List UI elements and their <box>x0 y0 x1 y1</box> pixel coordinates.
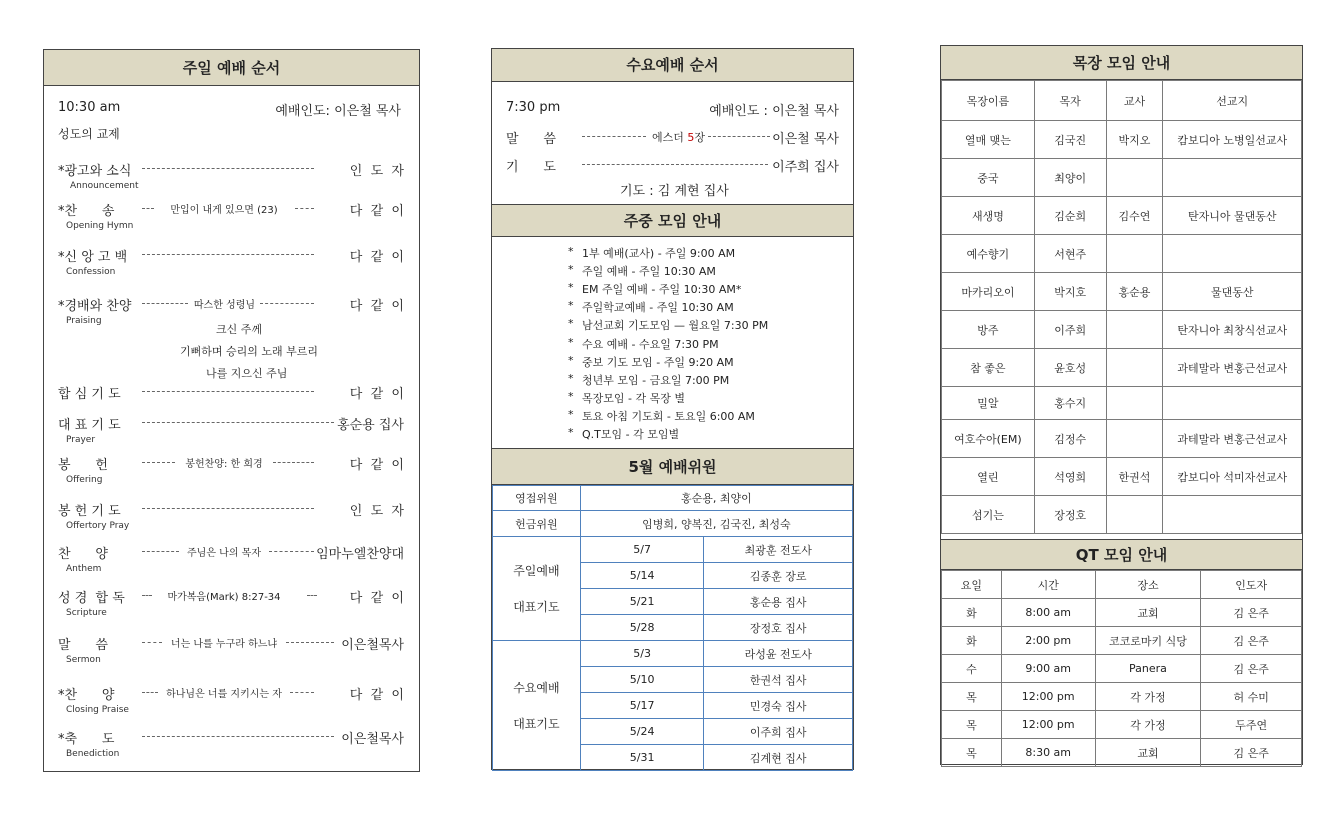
table-cell <box>1106 349 1163 387</box>
table-cell <box>1163 159 1302 197</box>
cell-group-panel <box>940 45 1303 765</box>
table-header-row <box>942 81 1302 121</box>
order-item-right: 인 도 자 <box>349 504 404 519</box>
welcome-names: 홍순용, 최양이 <box>580 486 852 511</box>
wednesday-time: 7:30 pm <box>506 100 561 115</box>
prayer-name: 최광훈 전도사 <box>704 537 853 563</box>
table-cell: 참 좋은 <box>942 349 1035 387</box>
table-cell: 과테말라 변홍근선교사 <box>1163 420 1302 458</box>
prayer-date: 5/24 <box>580 719 704 745</box>
prayer-name: 이주희 집사 <box>704 719 853 745</box>
prayer-date: 5/21 <box>580 589 704 615</box>
table-cell <box>1163 235 1302 273</box>
table-row <box>493 486 853 511</box>
table-cell: 열린 <box>942 458 1035 496</box>
sunday-label-line2: 대표기도 <box>513 599 560 614</box>
offering-label: 헌금위원 <box>493 511 581 537</box>
cell-column-header: 목장이름 <box>942 81 1035 121</box>
table-row <box>942 496 1302 534</box>
table-cell: 김순희 <box>1034 197 1106 235</box>
order-item-label: *광고와 소식 <box>58 164 132 179</box>
order-item-right: 다 같 이 <box>349 204 404 219</box>
table-cell: 박지호 <box>1034 273 1106 311</box>
table-cell: 물댄동산 <box>1163 273 1302 311</box>
table-cell: 두주연 <box>1201 711 1302 739</box>
table-cell: 섬기는 <box>942 496 1035 534</box>
wednesday-prayer-line: 기도 : 김 계현 집사 <box>620 184 729 199</box>
order-item-right: 다 같 이 <box>349 299 404 314</box>
bullet-icon: * <box>568 317 574 331</box>
table-cell: 캄보디아 노병일선교사 <box>1163 121 1302 159</box>
order-item-label: *신 앙 고 백 <box>58 250 128 265</box>
order-item-english: Closing Praise <box>66 705 129 715</box>
table-cell: 김정수 <box>1034 420 1106 458</box>
order-item-right: 다 같 이 <box>349 688 404 703</box>
table-cell: 장정호 <box>1034 496 1106 534</box>
weekly-meeting-item: 중보 기도 모임 - 주일 9:20 AM <box>582 355 734 369</box>
weekly-meetings-title: 주중 모임 안내 <box>492 204 853 237</box>
order-item-right: 이은철목사 <box>341 638 404 653</box>
wednesday-leader: 예배인도 : 이은철 목사 <box>709 104 839 119</box>
prayer-name: 한권석 집사 <box>704 667 853 693</box>
table-cell: 12:00 pm <box>1001 711 1095 739</box>
order-item-right: 다 같 이 <box>349 591 404 606</box>
table-row <box>942 197 1302 235</box>
order-item-label: *찬 양 <box>58 688 115 703</box>
prayer-name: 민경숙 집사 <box>704 693 853 719</box>
wed-group-label <box>493 641 581 771</box>
order-item-label: 말 씀 <box>58 638 108 653</box>
table-cell: 김수연 <box>1106 197 1163 235</box>
table-row <box>942 711 1302 739</box>
table-row <box>942 683 1302 711</box>
table-row <box>942 458 1302 496</box>
order-item-right: 이은철목사 <box>341 732 404 747</box>
table-row <box>942 159 1302 197</box>
qt-column-header: 장소 <box>1095 571 1201 599</box>
cell-column-header: 목자 <box>1034 81 1106 121</box>
table-row <box>942 235 1302 273</box>
table-cell: 허 수미 <box>1201 683 1302 711</box>
table-cell: 탄자니아 최창식선교사 <box>1163 311 1302 349</box>
sunday-group-label <box>493 537 581 641</box>
table-cell <box>1106 311 1163 349</box>
order-item-detail: 마가복음(Mark) 8:27-34 <box>167 592 281 603</box>
order-item-label: 합 심 기 도 <box>58 387 121 402</box>
table-cell: 각 가정 <box>1095 711 1201 739</box>
order-item-label: 대 표 기 도 <box>58 418 121 433</box>
order-item-english: Offering <box>66 475 103 485</box>
table-cell: 이주희 <box>1034 311 1106 349</box>
table-cell: 캄보디아 석미자선교사 <box>1163 458 1302 496</box>
table-row <box>942 739 1302 767</box>
table-cell <box>1163 387 1302 420</box>
table-cell: 김국진 <box>1034 121 1106 159</box>
table-cell: 9:00 am <box>1001 655 1095 683</box>
wednesday-service-title: 수요예배 순서 <box>492 49 853 82</box>
bullet-icon: * <box>568 407 574 421</box>
qt-table <box>941 570 1302 767</box>
table-cell: 밀알 <box>942 387 1035 420</box>
cell-group-title: 목장 모임 안내 <box>941 46 1302 80</box>
order-item-detail: 봉헌찬양: 한 희경 <box>185 459 263 470</box>
wednesday-prayer-label: 기 도 <box>506 160 556 175</box>
table-cell: 수 <box>942 655 1002 683</box>
wed-label-line1: 수요예배 <box>513 680 560 695</box>
weekly-meeting-item: EM 주일 예배 - 주일 10:30 AM* <box>582 283 742 297</box>
table-cell: 목 <box>942 711 1002 739</box>
bullet-icon: * <box>568 281 574 295</box>
qt-title: QT 모임 안내 <box>941 539 1302 570</box>
table-cell: 과테말라 변홍근선교사 <box>1163 349 1302 387</box>
prayer-date: 5/31 <box>580 745 704 771</box>
cell-column-header: 교사 <box>1106 81 1163 121</box>
table-cell <box>1106 420 1163 458</box>
order-item-english: Scripture <box>66 608 107 618</box>
table-cell: 방주 <box>942 311 1035 349</box>
table-row <box>942 627 1302 655</box>
order-item-right: 임마누엘찬양대 <box>316 547 404 562</box>
table-header-row <box>942 571 1302 599</box>
table-cell: 예수향기 <box>942 235 1035 273</box>
table-row <box>942 121 1302 159</box>
may-committee-title: 5월 예배위원 <box>492 448 853 485</box>
table-cell: 목 <box>942 683 1002 711</box>
bullet-icon: * <box>568 426 574 439</box>
table-cell: 김 은주 <box>1201 627 1302 655</box>
welcome-label: 영접위원 <box>493 486 581 511</box>
qt-column-header: 요일 <box>942 571 1002 599</box>
prayer-date: 5/17 <box>580 693 704 719</box>
prayer-name: 김계현 집사 <box>704 745 853 771</box>
table-cell: 김 은주 <box>1201 599 1302 627</box>
weekly-meeting-item: 수요 예배 - 수요일 7:30 PM <box>582 337 719 351</box>
table-cell: 코코로마키 식당 <box>1095 627 1201 655</box>
table-cell: 각 가정 <box>1095 683 1201 711</box>
weekly-meeting-item: 남선교회 기도모임 — 월요일 7:30 PM <box>582 319 769 333</box>
order-item-english: Praising <box>66 316 102 326</box>
order-item-detail: 주님은 나의 목자 <box>187 548 261 559</box>
table-row <box>493 537 853 563</box>
may-committee-table <box>492 485 853 771</box>
table-cell: 2:00 pm <box>1001 627 1095 655</box>
table-row <box>493 641 853 667</box>
table-cell: 중국 <box>942 159 1035 197</box>
cell-group-table <box>941 80 1302 534</box>
prayer-name: 라성윤 전도사 <box>704 641 853 667</box>
weekly-meeting-item: 주일 예배 - 주일 10:30 AM <box>582 265 716 279</box>
order-item-english: Offertory Pray <box>66 521 130 531</box>
sunday-leader: 예배인도: 이은철 목사 <box>275 104 401 119</box>
qt-column-header: 시간 <box>1001 571 1095 599</box>
table-cell <box>1106 496 1163 534</box>
order-item-right: 인 도 자 <box>349 164 404 179</box>
table-cell: 석영희 <box>1034 458 1106 496</box>
table-row <box>942 387 1302 420</box>
bullet-icon: * <box>568 335 574 349</box>
table-cell: 홍수지 <box>1034 387 1106 420</box>
table-row <box>493 511 853 537</box>
table-cell <box>1163 496 1302 534</box>
order-item-right: 다 같 이 <box>349 458 404 473</box>
bullet-icon: * <box>568 245 574 258</box>
order-item-label: 성 경 합 독 <box>58 591 125 606</box>
prayer-name: 장정호 집사 <box>704 615 853 641</box>
table-cell: 최양이 <box>1034 159 1106 197</box>
table-row <box>942 311 1302 349</box>
sunday-time: 10:30 am <box>58 100 121 115</box>
wednesday-sermon-scripture: 에스더 5장 <box>652 131 706 144</box>
wednesday-sermon-right: 이은철 목사 <box>772 132 839 147</box>
wednesday-prayer-right: 이주희 집사 <box>772 160 839 175</box>
table-cell: 화 <box>942 627 1002 655</box>
order-item-label: *찬 송 <box>58 204 115 219</box>
wednesday-sermon-label: 말 씀 <box>506 132 556 147</box>
order-item-english: Announcement <box>70 181 139 191</box>
table-cell: 박지오 <box>1106 121 1163 159</box>
praise-song-3: 나를 지으신 주님 <box>206 367 288 380</box>
bullet-icon: * <box>568 371 574 385</box>
prayer-date: 5/10 <box>580 667 704 693</box>
prayer-date: 5/7 <box>580 537 704 563</box>
table-cell: 김 은주 <box>1201 739 1302 767</box>
table-cell: 서현주 <box>1034 235 1106 273</box>
order-item-right: 다 같 이 <box>349 387 404 402</box>
table-cell <box>1106 235 1163 273</box>
weekly-meeting-item: 주일학교예배 - 주일 10:30 AM <box>582 301 734 315</box>
prayer-date: 5/3 <box>580 641 704 667</box>
cell-column-header: 선교지 <box>1163 81 1302 121</box>
table-cell: 교회 <box>1095 599 1201 627</box>
sunday-fellowship: 성도의 교제 <box>58 127 120 141</box>
table-cell: 탄자니아 물댄동산 <box>1163 197 1302 235</box>
sunday-service-panel <box>43 49 420 772</box>
table-row <box>942 420 1302 458</box>
order-item-english: Confession <box>66 267 116 277</box>
weekly-meeting-item: 목장모임 - 각 목장 별 <box>582 391 685 405</box>
weekly-meeting-item: 1부 예배(교사) - 주일 9:00 AM <box>582 247 736 260</box>
table-cell: Panera <box>1095 655 1201 683</box>
praise-song-2: 기뻐하며 승리의 노래 부르리 <box>180 345 319 358</box>
sunday-service-title: 주일 예배 순서 <box>44 50 419 86</box>
table-cell: 8:30 am <box>1001 739 1095 767</box>
table-cell: 목 <box>942 739 1002 767</box>
order-item-detail: 너는 나를 누구라 하느냐 <box>170 639 278 650</box>
order-item-label: *축 도 <box>58 732 115 747</box>
prayer-name: 김종훈 장로 <box>704 563 853 589</box>
order-item-label: *경배와 찬양 <box>58 299 132 314</box>
weekly-meeting-item: 청년부 모임 - 금요일 7:00 PM <box>582 373 730 387</box>
order-item-english: Opening Hymn <box>66 221 134 231</box>
prayer-date: 5/28 <box>580 615 704 641</box>
order-item-english: Anthem <box>66 564 102 574</box>
table-row <box>942 349 1302 387</box>
offering-names: 임병희, 양복진, 김국진, 최성숙 <box>580 511 852 537</box>
wed-label-line2: 대표기도 <box>513 716 560 731</box>
order-item-english: Prayer <box>66 435 96 445</box>
sunday-label-line1: 주일예배 <box>513 563 560 578</box>
prayer-name: 홍순용 집사 <box>704 589 853 615</box>
order-item-detail: 하나님은 너를 지키시는 자 <box>166 689 282 700</box>
prayer-date: 5/14 <box>580 563 704 589</box>
order-item-right: 다 같 이 <box>349 250 404 265</box>
table-row <box>942 273 1302 311</box>
weekly-meeting-item: 토요 아침 기도회 - 토요일 6:00 AM <box>582 409 755 423</box>
table-row <box>942 655 1302 683</box>
bullet-icon: * <box>568 263 574 277</box>
praise-song-1: 크신 주께 <box>216 323 263 336</box>
table-cell: 새생명 <box>942 197 1035 235</box>
table-cell: 홍순용 <box>1106 273 1163 311</box>
wednesday-panel <box>491 48 854 770</box>
bullet-icon: * <box>568 353 574 367</box>
bullet-icon: * <box>568 389 574 403</box>
order-item-label: 찬 양 <box>58 547 108 562</box>
bullet-icon: * <box>568 299 574 313</box>
table-cell <box>1106 387 1163 420</box>
table-cell: 한권석 <box>1106 458 1163 496</box>
table-cell: 화 <box>942 599 1002 627</box>
order-item-detail: 만입이 내게 있으면 (23) <box>170 205 278 216</box>
qt-column-header: 인도자 <box>1201 571 1302 599</box>
weekly-meeting-item: Q.T모임 - 각 모임별 <box>582 428 680 441</box>
order-item-label: 봉 헌 <box>58 458 108 473</box>
order-item-right: 홍순용 집사 <box>337 418 404 433</box>
table-row <box>942 599 1302 627</box>
table-cell: 교회 <box>1095 739 1201 767</box>
table-cell: 여호수아(EM) <box>942 420 1035 458</box>
table-cell: 윤호성 <box>1034 349 1106 387</box>
order-item-detail: 따스한 성령님 <box>193 300 256 311</box>
table-cell: 열매 맺는 <box>942 121 1035 159</box>
table-cell: 8:00 am <box>1001 599 1095 627</box>
order-item-english: Sermon <box>66 655 101 665</box>
table-cell: 마카리오이 <box>942 273 1035 311</box>
table-cell: 김 은주 <box>1201 655 1302 683</box>
table-cell: 12:00 pm <box>1001 683 1095 711</box>
table-cell <box>1106 159 1163 197</box>
order-item-english: Benediction <box>66 749 120 759</box>
order-item-label: 봉 헌 기 도 <box>58 504 121 519</box>
